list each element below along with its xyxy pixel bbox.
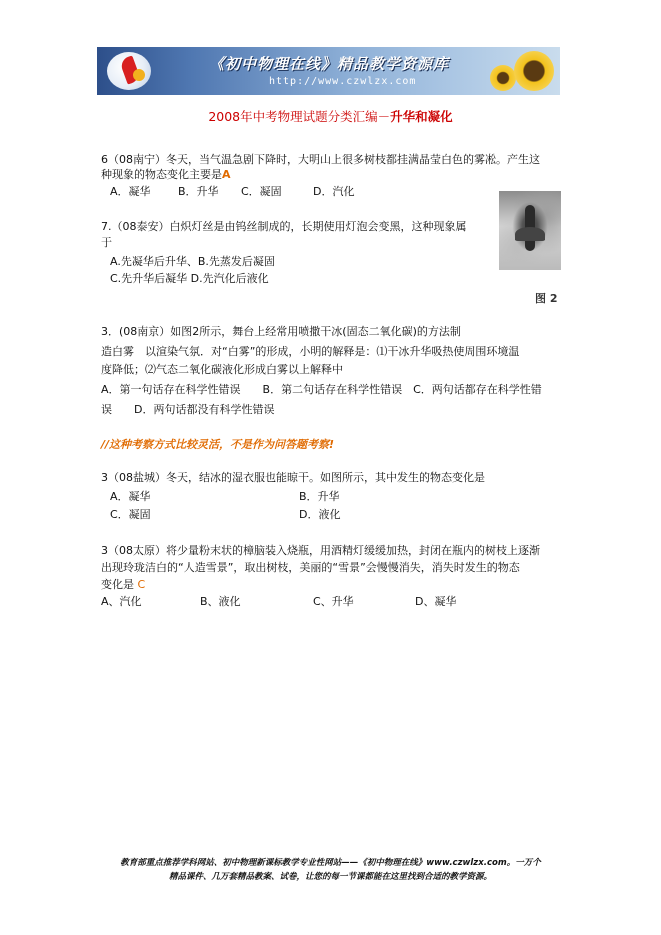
q3-line3: 度降低；⑵气态二氧化碳液化形成白雾以上解释中 <box>101 363 343 376</box>
q2-line2: 于 <box>101 236 112 249</box>
site-banner <box>97 47 560 95</box>
q1-option-a: A．凝华 <box>110 185 151 198</box>
q3-line4: A．第一句话存在科学性错误 B．第二句话存在科学性错误 C．两句话都存在科学性错 <box>101 383 542 396</box>
q5-option-d: D、凝华 <box>415 595 457 608</box>
q5-line2: 出现玲珑洁白的“人造雪景”，取出树枝，美丽的“雪景”会慢慢消失，消失时发生的物态 <box>101 561 520 574</box>
q2-options-line2: C.先升华后凝华 D.先汽化后液化 <box>110 272 269 285</box>
footer-line2: 精品课件、几万套精品教案、试卷，让您的每一节课都能在这里找到合适的教学资源。 <box>168 872 492 882</box>
q1-option-d: D．汽化 <box>313 185 355 198</box>
q1-option-b: B．升华 <box>178 185 219 198</box>
banner-url[interactable]: http://www.czwlzx.com <box>269 76 417 87</box>
q5-option-a: A、汽化 <box>101 595 142 608</box>
q5-answer: C <box>137 578 146 591</box>
sunflower-icon <box>514 51 554 91</box>
footer-line1: 教育部重点推荐学科网站、初中物理新课标教学专业性网站——《初中物理在线》www.czwlzx.com。一万个 <box>120 858 541 868</box>
q2-options-line1: A.先凝华后升华、B.先蒸发后凝固 <box>110 255 275 268</box>
page-title: 2008年中考物理试题分类汇编－升华和凝化 <box>208 109 453 124</box>
dancer-skirt <box>515 227 545 241</box>
q4-option-b: B．升华 <box>299 490 340 503</box>
q3-line5: 误 D．两句话都没有科学性错误 <box>101 403 275 416</box>
q4-line1: 3（08盐城）冬天，结冰的湿衣服也能晾干。如图所示，其中发生的物态变化是 <box>101 471 485 484</box>
q5-option-b: B、液化 <box>200 595 241 608</box>
note-text: //这种考察方式比较灵活，不是作为问答题考察! <box>101 438 335 451</box>
q1-option-c: C．凝固 <box>241 185 282 198</box>
q4-option-d: D．液化 <box>299 508 341 521</box>
q3-line1: 3．(08南京）如图2所示，舞台上经常用喷撒干冰(固态二氧化碳)的方法制 <box>101 325 461 338</box>
q4-option-a: A．凝华 <box>110 490 151 503</box>
sunflower-small-icon <box>490 65 516 91</box>
q1-line2: 种现象的物态变化主要是A <box>101 168 231 181</box>
q5-line3: 变化是 C <box>101 578 146 591</box>
q1-line1: 6（08南宁）冬天，当气温急剧下降时，大明山上很多树枝都挂满晶莹白色的雾凇。产生这 <box>101 153 540 166</box>
logo-dot-icon <box>133 69 145 81</box>
q3-line2: 造白雾 以渲染气氛．对“白雾”的形成，小明的解释是：⑴干冰升华吸热使周围环境温 <box>101 345 520 358</box>
banner-title: 《初中物理在线》精品教学资源库 <box>209 55 450 73</box>
q5-option-c: C、升华 <box>313 595 354 608</box>
stage-photo <box>499 191 561 270</box>
q1-answer: A <box>222 168 231 181</box>
q2-line1: 7.（08泰安）白炽灯丝是由钨丝制成的，长期使用灯泡会变黑，这种现象属 <box>101 220 467 233</box>
figure-label: 图 2 <box>535 292 558 305</box>
q4-option-c: C．凝固 <box>110 508 151 521</box>
q5-line1: 3（08太原）将少量粉末状的樟脑装入烧瓶，用酒精灯缓缓加热，封闭在瓶内的树枝上逐渐 <box>101 544 540 557</box>
